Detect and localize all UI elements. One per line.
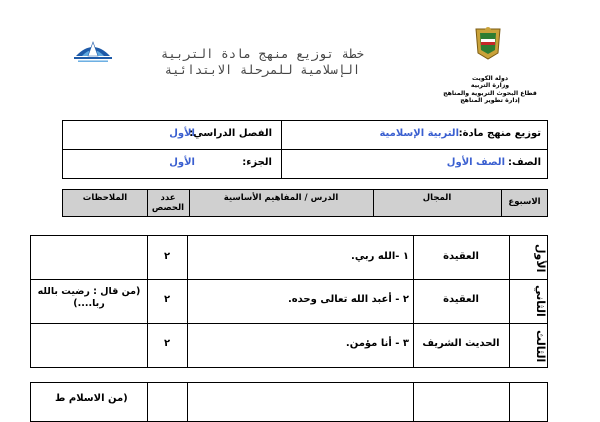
col-notes: الملاحظات: [82, 193, 128, 203]
count-cell: ٢: [163, 338, 171, 349]
document-title: [150, 46, 375, 78]
count-cell: ٢: [163, 251, 171, 262]
weeks-table: [30, 235, 548, 368]
ministry-line: وزارة التربية: [470, 82, 510, 90]
lesson-cell: ٢ - أعبد الله تعالى وحده.: [287, 294, 409, 305]
column-header-row: [62, 189, 548, 217]
notes-cell: (من قال : رضيت بالله ربا....): [37, 286, 141, 309]
ministry-line: دولة الكويت: [471, 75, 509, 82]
domain-cell: الحديث الشريف: [422, 338, 500, 349]
part-value: الأول: [169, 157, 195, 168]
notes-cell: (من الاسلام ط: [55, 393, 128, 404]
col-count-line: الحصص: [151, 203, 185, 213]
subject-value: التربية الإسلامية: [379, 128, 459, 139]
domain-cell: العقيدة: [443, 251, 479, 262]
ministry-block: [415, 75, 565, 105]
col-lesson: الدرس / المفاهيم الأساسية: [223, 193, 339, 203]
col-count-line: عدد: [160, 193, 176, 203]
title-line: خطة توزيع منهج مادة التربية: [160, 46, 365, 61]
lesson-cell: ٣ - أنا مؤمن.: [345, 338, 409, 349]
col-count: [147, 193, 189, 213]
ministry-line: إدارة تطوير المناهج: [460, 97, 520, 105]
week-label: الأول: [534, 243, 547, 273]
count-cell: ٢: [163, 294, 171, 305]
lesson-cell: ١ -الله ربي.: [351, 251, 409, 262]
ministry-line: قطاع البحوث التربوية والمناهج: [443, 89, 537, 97]
grade-value: الصف الأول: [446, 157, 505, 168]
col-week: الاسبوع: [508, 197, 541, 207]
semester-label: الفصل الدراسي:: [189, 128, 272, 139]
col-domain: المجال: [422, 193, 452, 203]
kuwait-emblem-icon: [458, 26, 518, 60]
semester-value: الأول: [169, 128, 195, 139]
info-table: [62, 120, 548, 179]
title-line: الإسلامية للمرحلة الابتدائية: [164, 62, 361, 77]
part-label: الجزء:: [242, 157, 272, 168]
grade-label: الصف:: [508, 157, 541, 168]
next-weeks-table: [30, 382, 548, 422]
week-label: الثالث: [534, 329, 547, 363]
kuwait-brand-logo-icon: [70, 36, 116, 64]
week-label: الثاني: [534, 285, 547, 317]
domain-cell: العقيدة: [443, 294, 479, 305]
subject-label: توزيع منهج مادة:: [458, 128, 541, 139]
